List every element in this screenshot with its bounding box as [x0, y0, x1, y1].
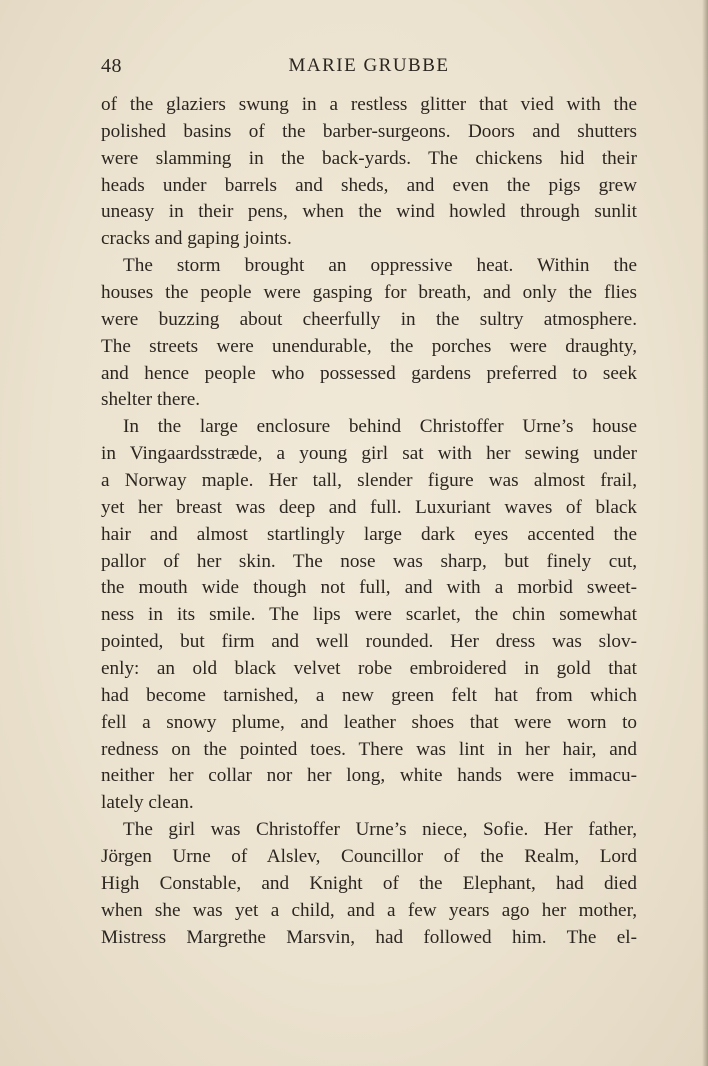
text-line: were slamming in the back-yards. The chickens hid their	[101, 147, 637, 169]
text-line: redness on the pointed toes. There was lint in her hair, and	[101, 738, 637, 760]
text-line: uneasy in their pens, when the wind howled through sunlit	[101, 201, 637, 223]
text-line: Jörgen Urne of Alslev, Councillor of the Realm, Lord	[101, 846, 637, 868]
text-line: the mouth wide though not full, and with a morbid sweet-	[101, 577, 637, 599]
running-title: MARIE GRUBBE	[288, 55, 450, 76]
text-line: High Constable, and Knight of the Elephant, had died	[101, 872, 637, 894]
text-line: enly: an old black velvet robe embroidered in gold that	[101, 658, 637, 680]
text-line: neither her collar nor her long, white hands were immacu-	[101, 765, 637, 787]
text-line: had become tarnished, a new green felt hat from which	[101, 684, 637, 706]
text-line: cracks and gaping joints.	[101, 228, 292, 250]
text-line: pointed, but firm and well rounded. Her dress was slov-	[101, 631, 637, 653]
text-line: In the large enclosure behind Christoffer Urne’s house	[123, 416, 637, 438]
text-line: The storm brought an oppressive heat. Within the	[123, 255, 637, 277]
page-header	[101, 55, 637, 85]
paragraph	[101, 817, 637, 951]
text-line: in Vingaardsstræde, a young girl sat with her sewing under	[101, 443, 637, 465]
text-line: of the glaziers swung in a restless glitter that vied with the	[101, 94, 637, 115]
body-text	[101, 92, 637, 952]
text-line: ness in its smile. The lips were scarlet, the chin somewhat	[101, 604, 637, 626]
text-line: heads under barrels and sheds, and even the pigs grew	[101, 174, 637, 196]
text-line: polished basins of the barber-surgeons. Doors and shutters	[101, 120, 637, 142]
text-line: pallor of her skin. The nose was sharp, but finely cut,	[101, 550, 637, 572]
text-line: houses the people were gasping for breath, and only the flies	[101, 282, 637, 304]
paragraph	[101, 92, 637, 253]
text-line: when she was yet a child, and a few years ago her mother,	[101, 899, 637, 921]
text-line: lately clean.	[101, 792, 194, 814]
page-edge-shadow	[702, 0, 708, 1066]
text-line: a Norway maple. Her tall, slender figure was almost frail,	[101, 470, 637, 492]
text-line: shelter there.	[101, 389, 201, 411]
text-line: hair and almost startlingly large dark eyes accented the	[101, 523, 637, 545]
text-line: fell a snowy plume, and leather shoes that were worn to	[101, 711, 637, 733]
text-line: The streets were unendurable, the porches were draughty,	[101, 335, 637, 357]
paragraph	[101, 414, 637, 817]
text-line: were buzzing about cheerfully in the sultry atmosphere.	[101, 308, 637, 330]
text-line: The girl was Christoffer Urne’s niece, Sofie. Her father,	[123, 819, 637, 841]
text-line: and hence people who possessed gardens preferred to seek	[101, 362, 637, 384]
page-number: 48	[101, 55, 122, 77]
paragraph	[101, 253, 637, 414]
text-line: Mistress Margrethe Marsvin, had followed him. The el-	[101, 926, 637, 948]
text-line: yet her breast was deep and full. Luxuriant waves of black	[101, 496, 637, 518]
